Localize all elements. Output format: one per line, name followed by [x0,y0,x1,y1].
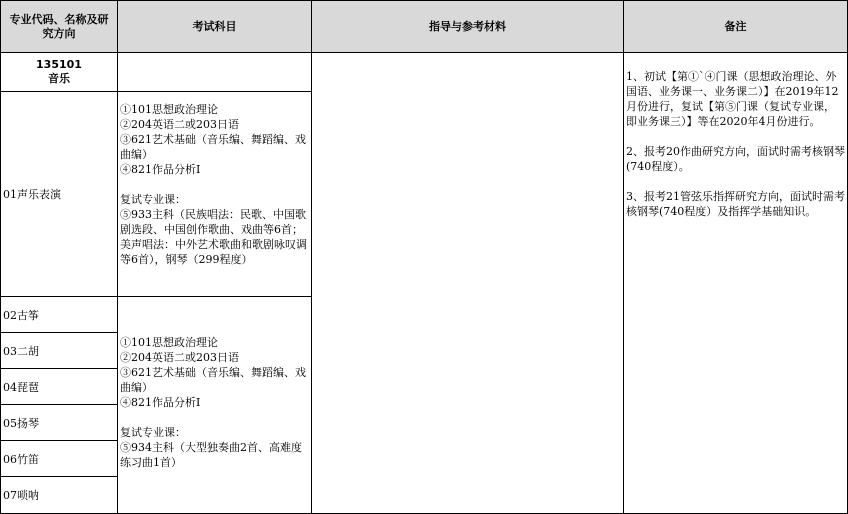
subject-line: ③621艺术基础（音乐编、舞蹈编、戏曲编） [120,366,306,394]
subject-line: ②204英语二或203日语 [120,118,239,131]
header-major-label: 专业代码、名称及研究方向 [9,12,109,40]
subject-line: ④821作品分析Ⅰ [120,396,201,409]
direction-cell [0,332,118,369]
direction-cell [0,296,118,333]
header-materials-label: 指导与参考材料 [429,19,506,33]
direction-cell [0,476,118,514]
major-code: 135101 [36,58,82,71]
direction-label: 03二胡 [3,344,39,358]
subjects-cell-instrumental [117,296,312,514]
materials-cell [311,52,624,514]
major-name: 音乐 [48,72,70,85]
note-2: 2、报考20作曲研究方向，面试时需考核钢琴(740程度）。 [626,145,845,173]
direction-label: 04琵琶 [3,380,39,394]
header-subjects [117,0,312,53]
direction-cell [0,91,118,297]
subject-spacer [120,177,309,192]
header-major [0,0,118,53]
header-materials [311,0,624,53]
direction-cell [0,404,118,441]
header-notes-label: 备注 [724,19,747,33]
note-1: 1、初试【第①`④门课（思想政治理论、外国语、业务课一、业务课二）】在2019年12月份进行，复试【第⑤门课（复试专业课，即业务课三）】等在2020年4月份进行。 [626,70,839,128]
subjects-cell-vocal [117,91,312,297]
subject-line: 复试专业课： [120,193,186,206]
direction-label: 05扬琴 [3,416,39,430]
subject-line: ③621艺术基础（音乐编、舞蹈编、戏曲编） [120,133,306,161]
subject-line: 复试专业课： [120,426,186,439]
subject-line: ①101思想政治理论 [120,336,218,349]
subject-line: ①101思想政治理论 [120,103,218,116]
note-3: 3、报考21管弦乐指挥研究方向，面试时需考核钢琴(740程度）及指挥学基础知识。 [626,190,845,218]
major-subjects-cell [117,52,312,92]
header-notes [623,0,848,53]
notes-cell [623,52,848,514]
direction-cell [0,368,118,405]
major-cell [0,52,118,92]
subject-line: ⑤933主科（民族唱法：民歌、中国歌剧选段、中国创作歌曲、戏曲等6首；美声唱法：中外艺术歌曲和歌剧咏叹调等6首），钢琴（299程度） [120,208,307,266]
direction-label: 02古筝 [3,308,39,322]
direction-label: 07唢呐 [3,489,39,502]
direction-label: 01声乐表演 [3,188,61,201]
direction-cell [0,440,118,477]
subject-line: ④821作品分析Ⅰ [120,163,201,176]
subject-line: ⑤934主科（大型独奏曲2首、高难度练习曲1首） [120,441,302,469]
subject-spacer [120,410,309,425]
header-subjects-label: 考试科目 [192,19,237,33]
direction-label: 06竹笛 [3,452,39,466]
subject-line: ②204英语二或203日语 [120,351,239,364]
